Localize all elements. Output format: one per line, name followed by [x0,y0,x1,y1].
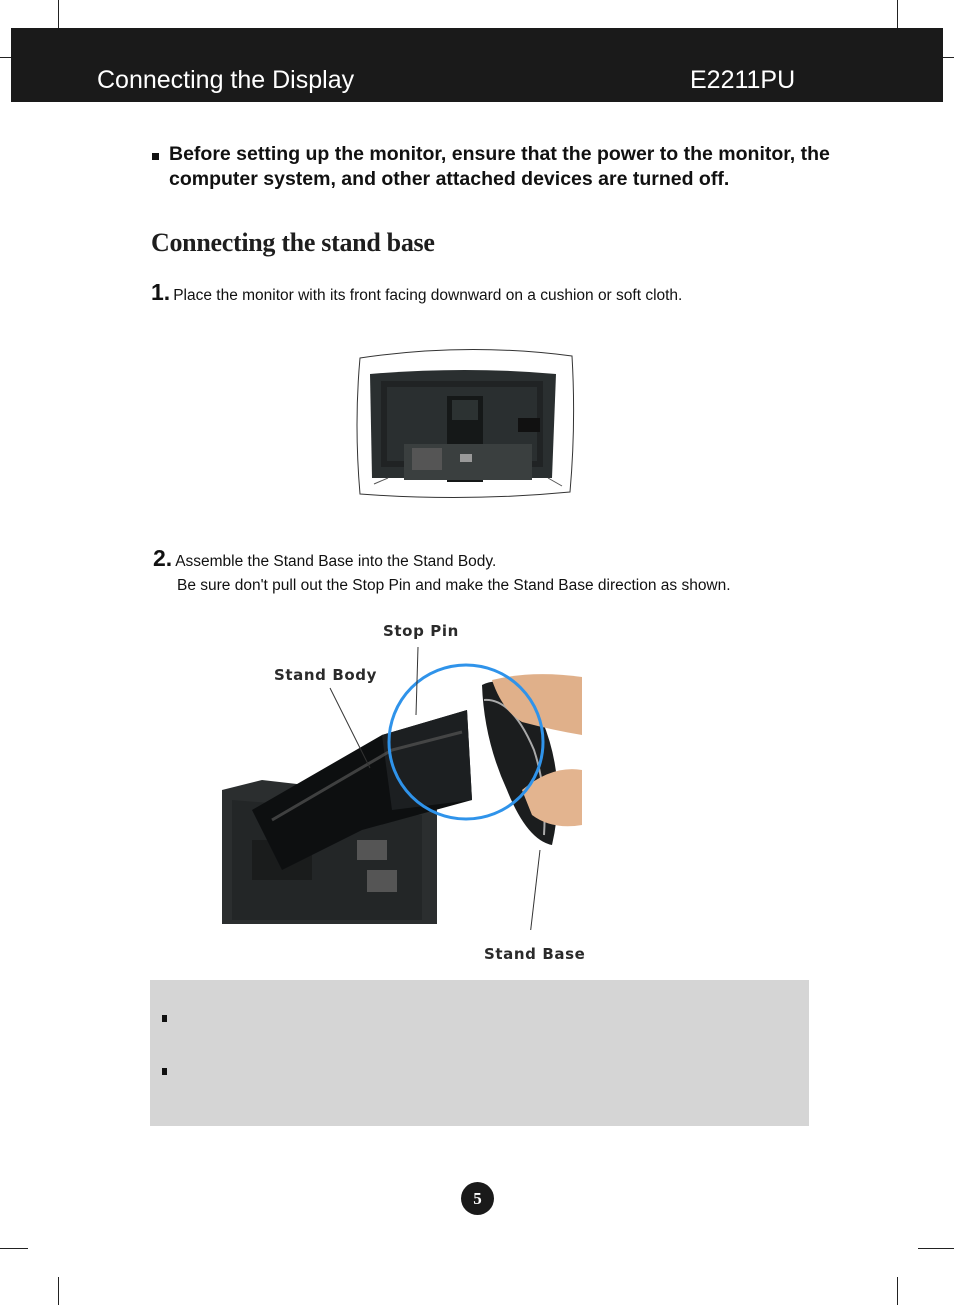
page-number: 5 [461,1182,494,1215]
step-number: 1. [151,279,171,305]
label-stand-body: Stand Body [274,666,377,684]
page-header [11,28,943,102]
crop-mark [943,57,954,58]
label-stand-base: Stand Base [484,945,586,963]
monitor-back-illustration [352,344,580,500]
bullet-icon [152,153,159,160]
crop-mark [918,1248,954,1249]
warning-text: Before setting up the monitor, ensure that the power to the monitor, the computer system, and other attached devices are turned off. [169,143,830,190]
section-title: Connecting the stand base [151,228,435,257]
crop-mark [58,0,59,28]
step-text: Place the monitor with its front facing downward on a cushion or soft cloth. [173,287,683,304]
crop-mark [58,1277,59,1305]
crop-mark [897,1277,898,1305]
note-box [150,980,809,1126]
step-number: 2. [153,545,173,571]
header-model: E2211PU [690,66,796,94]
bullet-icon [162,1068,167,1075]
label-stop-pin: Stop Pin [383,622,459,640]
step-2 [153,545,496,572]
crop-mark [0,1248,28,1249]
step-text: Assemble the Stand Base into the Stand Body. [175,553,497,570]
crop-mark [897,0,898,28]
step-1 [151,279,682,306]
warning-note [152,142,832,192]
crop-mark [0,57,11,58]
bullet-icon [162,1015,167,1022]
step-2-detail: Be sure don't pull out the Stop Pin and make the Stand Base direction as shown. [177,577,731,594]
header-title: Connecting the Display [97,66,355,94]
